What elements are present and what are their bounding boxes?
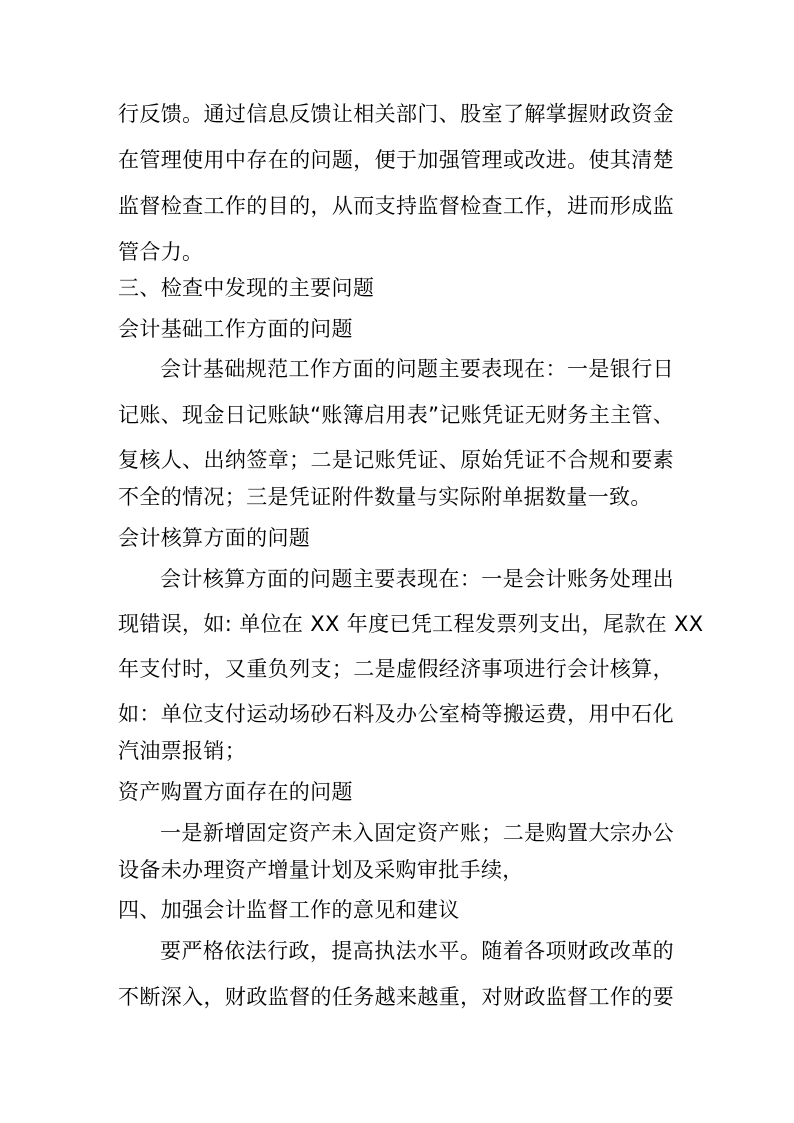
subsection-heading: 会计基础工作方面的问题 — [118, 317, 353, 341]
body-line: 一是新增固定资产未入固定资产账；二是购置大宗办公 — [160, 821, 674, 845]
body-line: 记账、现金日记账缺“账簿启用表”记账凭证无财务主主管、 — [118, 403, 675, 427]
body-line: 监督检查工作的目的，从而支持监督检查工作，进而形成监 — [118, 194, 674, 218]
body-line: 复核人、出纳签章；二是记账凭证、原始凭证不合规和要素 — [118, 448, 674, 472]
section-heading: 三、检查中发现的主要问题 — [118, 276, 375, 300]
body-line: 行反馈。通过信息反馈让相关部门、股室了解掌握财政资金 — [118, 102, 674, 126]
body-line: 现错误，如: 单位在 XX 年度已凭工程发票列支出，尾款在 XX — [118, 612, 704, 636]
body-line: 会计基础规范工作方面的问题主要表现在：一是银行日 — [160, 357, 674, 381]
body-line: 年支付时，又重负列支；二是虚假经济事项进行会计核算， — [118, 657, 674, 681]
body-line: 要严格依法行政，提高执法水平。随着各项财政改革的 — [160, 939, 674, 963]
body-line: 不全的情况；三是凭证附件数量与实际附单据数量一致。 — [118, 485, 652, 509]
body-line: 设备未办理资产增量计划及采购审批手续， — [118, 858, 524, 882]
body-line: 如：单位支付运动场砂石料及办公室椅等搬运费，用中石化 — [118, 702, 674, 726]
subsection-heading: 会计核算方面的问题 — [118, 526, 311, 550]
body-line: 在管理使用中存在的问题，便于加强管理或改进。使其清楚 — [118, 148, 674, 172]
section-heading: 四、加强会计监督工作的意见和建议 — [118, 898, 460, 922]
body-line: 会计核算方面的问题主要表现在：一是会计账务处理出 — [160, 567, 674, 591]
body-line: 不断深入，财政监督的任务越来越重，对财政监督工作的要 — [118, 985, 674, 1009]
subsection-heading: 资产购置方面存在的问题 — [118, 780, 353, 804]
body-line: 管合力。 — [118, 240, 204, 264]
body-line: 汽油票报销； — [118, 739, 247, 763]
